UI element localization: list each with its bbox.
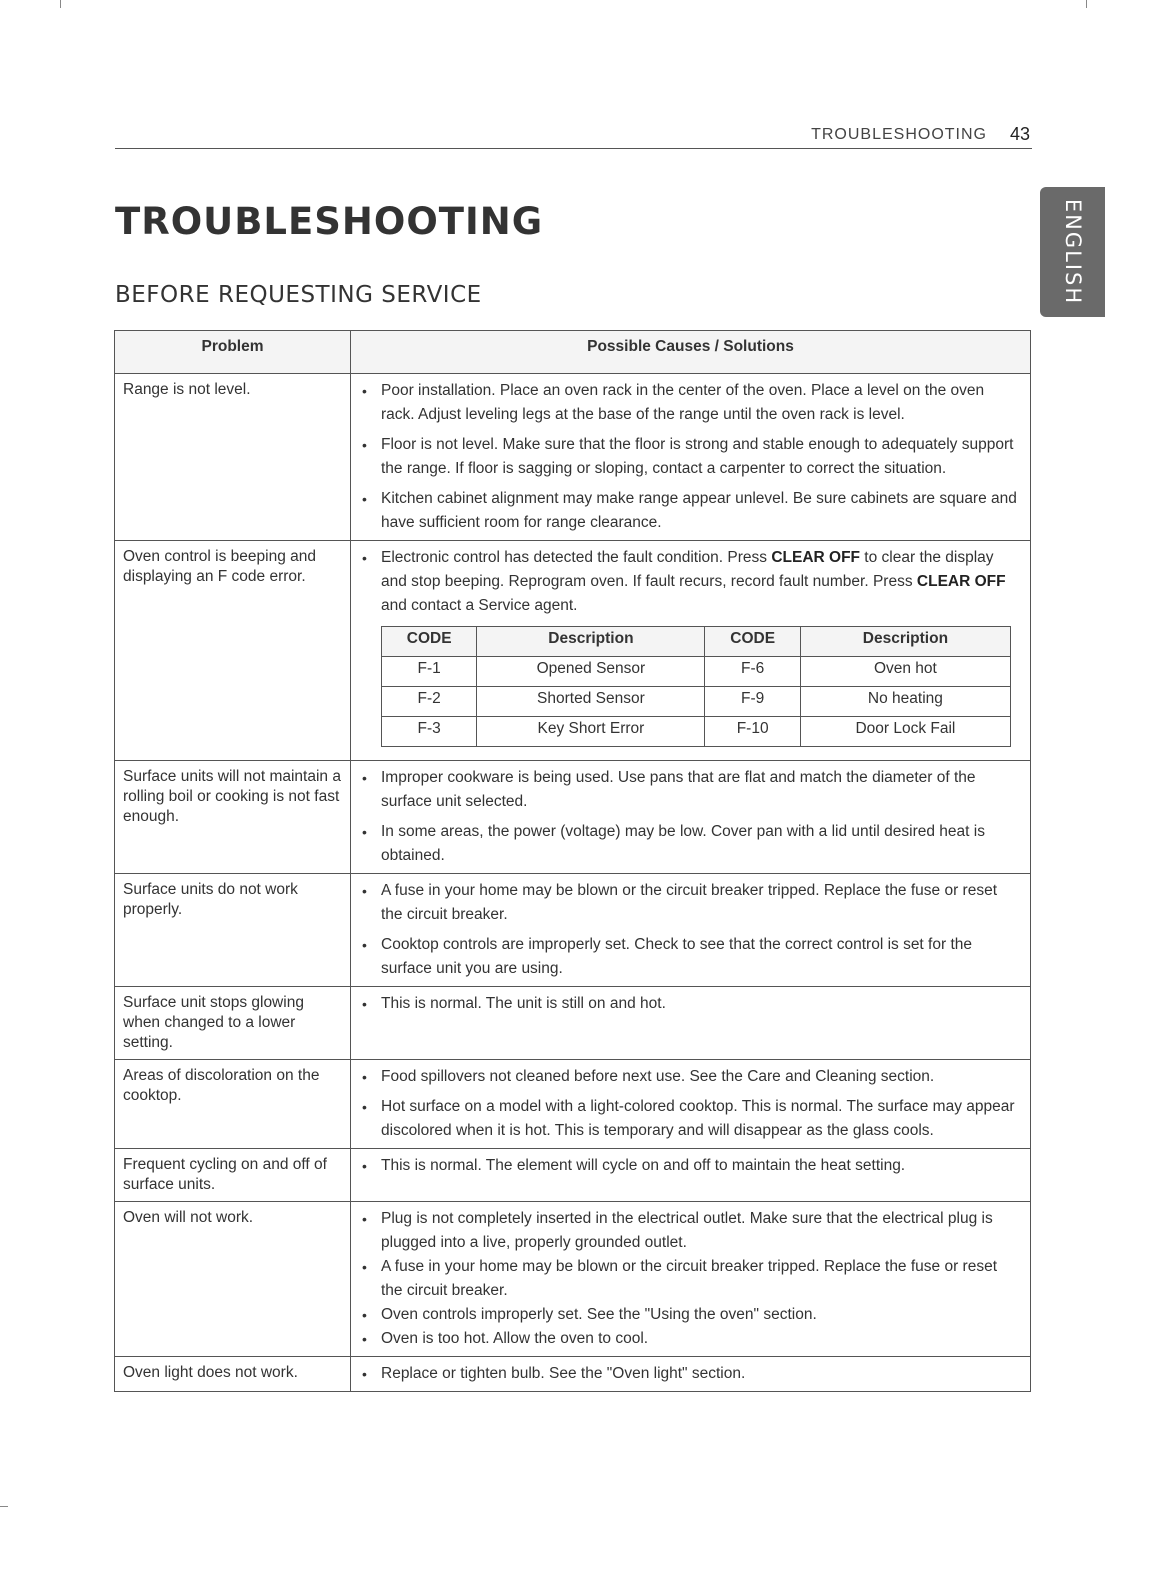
description-cell: Opened Sensor: [477, 657, 705, 687]
table-row: [115, 1202, 1031, 1357]
problem-cell: Frequent cycling on and off of surface units.: [115, 1149, 351, 1202]
code-table-row: [382, 717, 1011, 747]
solutions-column-header: Possible Causes / Solutions: [351, 331, 1031, 374]
code-cell: F-3: [382, 717, 477, 747]
solution-item: • Oven is too hot. Allow the oven to cool.: [381, 1327, 1020, 1351]
solution-text: Electronic control has detected the fault condition. Press: [381, 549, 772, 566]
description-cell: Door Lock Fail: [800, 717, 1010, 747]
solutions-cell: [351, 987, 1031, 1060]
solution-item: • Plug is not completely inserted in the electrical outlet. Make sure that the electrical plug is plugged into a live, properly grounded outlet.: [381, 1207, 1020, 1255]
problem-cell: Oven will not work.: [115, 1202, 351, 1357]
table-header-row: [115, 331, 1031, 374]
table-row: [115, 541, 1031, 761]
code-cell: F-10: [705, 717, 800, 747]
solution-item: • Floor is not level. Make sure that the floor is strong and stable enough to adequately support the range. If floor is sagging or sloping, contact a carpenter to correct the situation.: [381, 433, 1020, 481]
description-header: Description: [800, 627, 1010, 657]
solutions-cell: [351, 1060, 1031, 1149]
description-header: Description: [477, 627, 705, 657]
code-cell: F-2: [382, 687, 477, 717]
solution-item: • Kitchen cabinet alignment may make range appear unlevel. Be sure cabinets are square and have sufficient room for range clearance.: [381, 487, 1020, 535]
solution-item: • Hot surface on a model with a light-colored cooktop. This is normal. The surface may appear discolored when it is hot. This is temporary and will disappear as the glass cools.: [381, 1095, 1020, 1143]
description-cell: Shorted Sensor: [477, 687, 705, 717]
table-row: [115, 1060, 1031, 1149]
error-code-table: [381, 626, 1011, 747]
description-cell: Oven hot: [800, 657, 1010, 687]
solution-text: and contact a Service agent.: [381, 597, 578, 614]
solution-item: • Food spillovers not cleaned before next use. See the Care and Cleaning section.: [381, 1065, 1020, 1089]
problem-cell: Range is not level.: [115, 374, 351, 541]
table-row: [115, 1149, 1031, 1202]
crop-mark-bottom-left: [0, 1506, 8, 1507]
solution-text: to clear the display and stop beeping. Reprogram oven. If fault recurs, record fault number. Press: [381, 549, 994, 590]
solutions-cell: [351, 761, 1031, 874]
code-cell: F-1: [382, 657, 477, 687]
section-title: BEFORE REQUESTING SERVICE: [115, 282, 482, 308]
problem-cell: Oven control is beeping and displaying an F code error.: [115, 541, 351, 761]
language-tab: [1040, 187, 1105, 317]
crop-mark-top-right: [1086, 0, 1087, 8]
solutions-cell: [351, 1202, 1031, 1357]
running-title: TROUBLESHOOTING: [811, 126, 987, 143]
table-row: [115, 374, 1031, 541]
solution-item: • Poor installation. Place an oven rack in the center of the oven. Place a level on the oven rack. Adjust leveling legs at the base of the range until the oven rack is level.: [381, 379, 1020, 427]
clear-off-key-label: CLEAR OFF: [916, 573, 1006, 590]
solution-item: • This is normal. The element will cycle on and off to maintain the heat setting.: [381, 1154, 1020, 1178]
solution-item: [381, 546, 1020, 618]
code-cell: F-9: [705, 687, 800, 717]
table-row: [115, 1357, 1031, 1392]
table-row: [115, 987, 1031, 1060]
description-cell: Key Short Error: [477, 717, 705, 747]
code-header: CODE: [705, 627, 800, 657]
running-header: [115, 118, 1032, 149]
solutions-cell: [351, 541, 1031, 761]
troubleshooting-table: [114, 330, 1031, 1392]
page-title: TROUBLESHOOTING: [115, 200, 544, 243]
crop-mark-top-left: [60, 0, 61, 8]
problem-column-header: Problem: [115, 331, 351, 374]
language-tab-label: ENGLISH: [1060, 198, 1085, 306]
table-row: [115, 874, 1031, 987]
solution-item: • Improper cookware is being used. Use pans that are flat and match the diameter of the surface unit selected.: [381, 766, 1020, 814]
solution-item: • In some areas, the power (voltage) may be low. Cover pan with a lid until desired heat is obtained.: [381, 820, 1020, 868]
solutions-cell: [351, 874, 1031, 987]
solutions-cell: [351, 374, 1031, 541]
problem-cell: Surface units will not maintain a rolling boil or cooking is not fast enough.: [115, 761, 351, 874]
code-table-row: [382, 687, 1011, 717]
code-table-row: [382, 657, 1011, 687]
solution-item: • Cooktop controls are improperly set. Check to see that the correct control is set for the surface unit you are using.: [381, 933, 1020, 981]
problem-cell: Oven light does not work.: [115, 1357, 351, 1392]
code-table-header-row: [382, 627, 1011, 657]
description-cell: No heating: [800, 687, 1010, 717]
solution-item: • This is normal. The unit is still on and hot.: [381, 992, 1020, 1016]
clear-off-key-label: CLEAR OFF: [771, 549, 860, 566]
solutions-cell: [351, 1357, 1031, 1392]
table-row: [115, 761, 1031, 874]
solution-item: • A fuse in your home may be blown or the circuit breaker tripped. Replace the fuse or reset the circuit breaker.: [381, 879, 1020, 927]
code-header: CODE: [382, 627, 477, 657]
solution-item: • A fuse in your home may be blown or the circuit breaker tripped. Replace the fuse or reset the circuit breaker.: [381, 1255, 1020, 1303]
code-cell: F-6: [705, 657, 800, 687]
solution-item: • Oven controls improperly set. See the "Using the oven" section.: [381, 1303, 1020, 1327]
solutions-cell: [351, 1149, 1031, 1202]
problem-cell: Areas of discoloration on the cooktop.: [115, 1060, 351, 1149]
page-number: 43: [1009, 124, 1030, 144]
problem-cell: Surface units do not work properly.: [115, 874, 351, 987]
problem-cell: Surface unit stops glowing when changed to a lower setting.: [115, 987, 351, 1060]
solution-item: • Replace or tighten bulb. See the "Oven light" section.: [381, 1362, 1020, 1386]
